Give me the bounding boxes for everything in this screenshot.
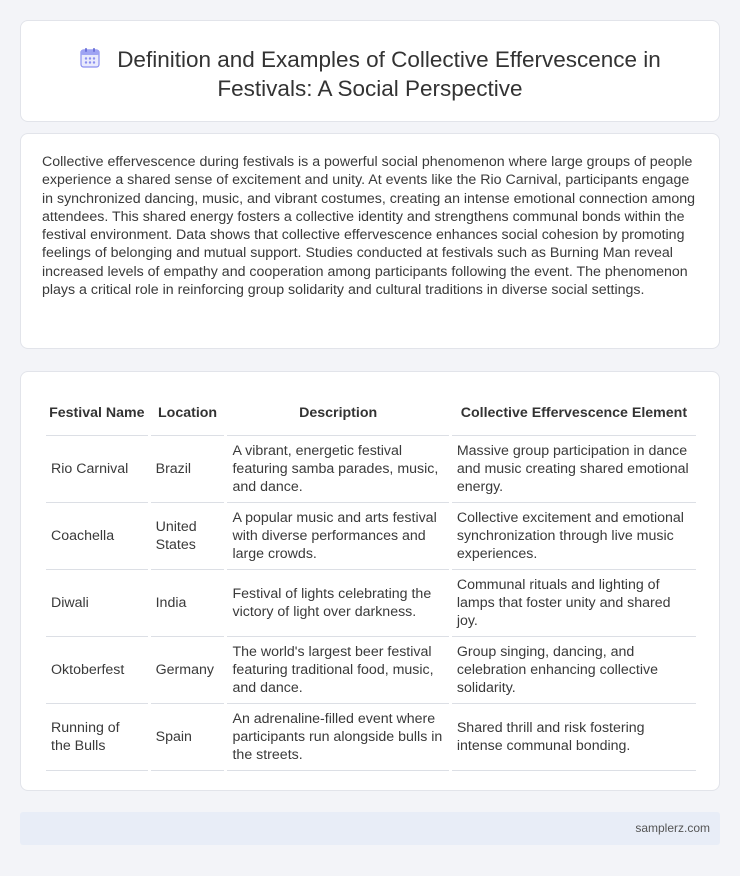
cell-festival: Running of the Bulls xyxy=(46,704,148,771)
cell-element: Shared thrill and risk fostering intense communal bonding. xyxy=(452,704,696,771)
header-description: Description xyxy=(227,391,448,436)
cell-element: Communal rituals and lighting of lamps that foster unity and shared joy. xyxy=(452,570,696,637)
table-row xyxy=(46,570,696,637)
cell-element: Group singing, dancing, and celebration enhancing collective solidarity. xyxy=(452,637,696,704)
table-row xyxy=(46,637,696,704)
cell-location: Brazil xyxy=(151,436,225,503)
cell-description: A popular music and arts festival with diverse performances and large crowds. xyxy=(227,503,448,570)
page-title-wrap xyxy=(21,45,719,103)
table-header-row xyxy=(46,391,696,436)
footer-site-link[interactable]: samplerz.com xyxy=(635,821,710,835)
title-card xyxy=(20,20,720,122)
festival-table xyxy=(43,391,699,771)
cell-description: Festival of lights celebrating the victory of light over darkness. xyxy=(227,570,448,637)
header-location: Location xyxy=(151,391,225,436)
cell-description: An adrenaline-filled event where participants run alongside bulls in the streets. xyxy=(227,704,448,771)
header-element: Collective Effervescence Element xyxy=(452,391,696,436)
cell-location: United States xyxy=(151,503,225,570)
table-row xyxy=(46,436,696,503)
intro-paragraph: Collective effervescence during festivals is a powerful social phenomenon where large groups of people experience a shared sense of excitement and unity. At events like the Rio Carnival, participants engage in synchronized dancing, music, and vibrant costumes, creating an intense emotional connection among attendees. This shared energy fosters a collective identity and strengthens communal bonds within the festival environment. Data shows that collective effervescence enhances social cohesion by promoting feelings of belonging and mutual support. Studies conducted at festivals such as Burning Man reveal increased levels of empathy and cooperation among participants following the event. The phenomenon plays a critical role in reinforcing group solidarity and cultural traditions in diverse social settings. xyxy=(42,154,695,299)
cell-location: India xyxy=(151,570,225,637)
calendar-icon xyxy=(79,47,101,69)
footer xyxy=(20,812,720,845)
cell-festival: Diwali xyxy=(46,570,148,637)
cell-location: Spain xyxy=(151,704,225,771)
cell-element: Massive group participation in dance and music creating shared emotional energy. xyxy=(452,436,696,503)
cell-description: A vibrant, energetic festival featuring samba parades, music, and dance. xyxy=(227,436,448,503)
cell-description: The world's largest beer festival featuring traditional food, music, and dance. xyxy=(227,637,448,704)
page-title: Definition and Examples of Collective Effervescence in Festivals: A Social Perspective xyxy=(117,47,661,101)
cell-element: Collective excitement and emotional synchronization through live music experiences. xyxy=(452,503,696,570)
cell-festival: Oktoberfest xyxy=(46,637,148,704)
table-row xyxy=(46,503,696,570)
cell-location: Germany xyxy=(151,637,225,704)
table-row xyxy=(46,704,696,771)
header-festival-name: Festival Name xyxy=(46,391,148,436)
cell-festival: Rio Carnival xyxy=(46,436,148,503)
cell-festival: Coachella xyxy=(46,503,148,570)
table-card xyxy=(20,371,720,791)
intro-card xyxy=(20,133,720,349)
